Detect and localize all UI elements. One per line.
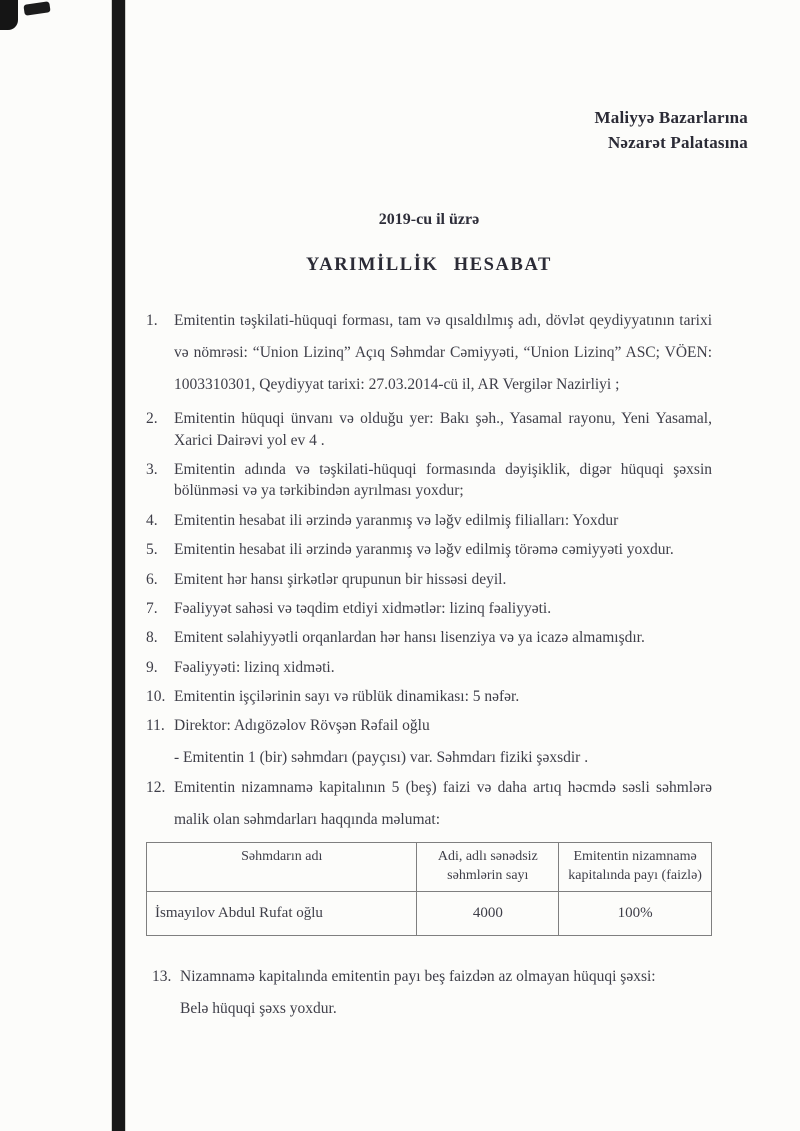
item-text: Emitent səlahiyyətli orqanlardan hər hansı lisenziya və ya icazə almamışdır.: [174, 629, 645, 647]
list-item-9: [146, 657, 712, 678]
list-item-6: [146, 569, 712, 590]
list-item-3: [146, 459, 712, 502]
list-item-13: [146, 966, 712, 987]
recipient-line-1: Maliyyə Bazarlarına: [594, 108, 748, 127]
item-text: Nizamnamə kapitalında emitentin payı beş faizdən az olmayan hüquqi şəxsi:: [180, 968, 656, 986]
item-text: Emitentin işçilərinin sayı və rüblük dinamikası: 5 nəfər.: [174, 688, 520, 706]
scan-artifact-mark: [23, 1, 50, 16]
list-item-11: [146, 715, 712, 736]
item-number: 4.: [146, 511, 158, 529]
item-text: Emitentin təşkilati-hüquqi forması, tam və qısaldılmış adı, dövlət qeydiyyatının tarixi və nömrəsi: “Union Lizinq” Açıq Səhmdar Cəmiyyəti, “Union Lizinq” ASC; VÖEN: 1003310301, Qeydiyyat tarixi: 27.03.2014-cü il, AR Vergilər Nazirliyi ;: [174, 312, 712, 393]
recipient-block: [146, 105, 748, 155]
item-text: Emitentin hüquqi ünvanı və olduğu yer: Bakı şəh., Yasamal rayonu, Yeni Yasamal, Xarici Dairəvi yol ev 4 .: [174, 410, 712, 449]
list-item-4: [146, 510, 712, 531]
item-text: Emitentin hesabat ili ərzində yaranmış və ləğv edilmiş filialları: Yoxdur: [174, 511, 619, 529]
item-text: Fəaliyyət sahəsi və təqdim etdiyi xidmətlər: lizinq fəaliyyəti.: [174, 599, 552, 617]
item-number: 6.: [146, 570, 158, 588]
item-number: 10.: [146, 688, 166, 706]
scan-artifact-mark: [0, 0, 18, 30]
list-item-11-subline: - Emitentin 1 (bir) səhmdarı (payçısı) var. Səhmdarı fiziki şəxsdir .: [174, 748, 589, 766]
table-header-row: [147, 842, 712, 892]
table-row: [147, 892, 712, 936]
table-header-share-count: Adi, adlı sənədsiz səhmlərin sayı: [417, 842, 559, 892]
table-header-shareholder-name: Səhmdarın adı: [147, 842, 417, 892]
document-content: [146, 0, 748, 1019]
list-item-8: [146, 627, 712, 648]
item-text: Emitentin hesabat ili ərzində yaranmış və ləğv edilmiş törəmə cəmiyyəti yoxdur.: [174, 541, 674, 559]
list-item-10: [146, 686, 712, 707]
item-number: 11.: [146, 717, 165, 735]
table-cell-shareholder-name: İsmayılov Abdul Rufat oğlu: [147, 892, 417, 936]
list-item-2: [146, 408, 712, 451]
scan-artifact-bar: [112, 0, 125, 1131]
list-item-7: [146, 598, 712, 619]
list-item-12: [146, 772, 712, 836]
item-number: 7.: [146, 599, 158, 617]
item-number: 13.: [152, 968, 172, 986]
report-period: 2019-cu il üzrə: [378, 211, 480, 228]
item-number: 8.: [146, 629, 158, 647]
item-text: Emitentin nizamnamə kapitalının 5 (beş) faizi və daha artıq həcmdə səsli səhmlərə malik olan səhmdarları haqqında məlumat:: [174, 779, 712, 828]
item-number: 3.: [146, 461, 158, 479]
table-cell-capital-share: 100%: [559, 892, 712, 936]
item-number: 12.: [146, 779, 166, 797]
item-number: 1.: [146, 312, 158, 329]
item-text: Emitentin adında və təşkilati-hüquqi formasında dəyişiklik, digər hüquqi şəxsin bölünməsi və ya tərkibindən ayrılması yoxdur;: [174, 461, 712, 500]
table-header-capital-share: Emitentin nizamnamə kapitalında payı (faizlə): [559, 842, 712, 892]
item-number: 9.: [146, 658, 158, 676]
item-text: Direktor: Adıgözəlov Rövşən Rəfail oğlu: [174, 717, 430, 735]
item-text: Fəaliyyəti: lizinq xidməti.: [174, 658, 335, 676]
item-number: 5.: [146, 541, 158, 559]
list-item-13-subline: Belə hüquqi şəxs yoxdur.: [180, 999, 337, 1017]
report-title: YARIMİLLİK HESABAT: [306, 255, 552, 275]
report-list: [146, 305, 712, 1019]
recipient-line-2: Nəzarət Palatasına: [607, 133, 748, 152]
item-text: Emitent hər hansı şirkətlər qrupunun bir hissəsi deyil.: [174, 570, 507, 588]
list-item-1: [146, 305, 712, 400]
table-cell-share-count: 4000: [417, 892, 559, 936]
shareholders-table: [146, 842, 712, 937]
list-item-5: [146, 539, 712, 560]
item-number: 2.: [146, 410, 158, 428]
